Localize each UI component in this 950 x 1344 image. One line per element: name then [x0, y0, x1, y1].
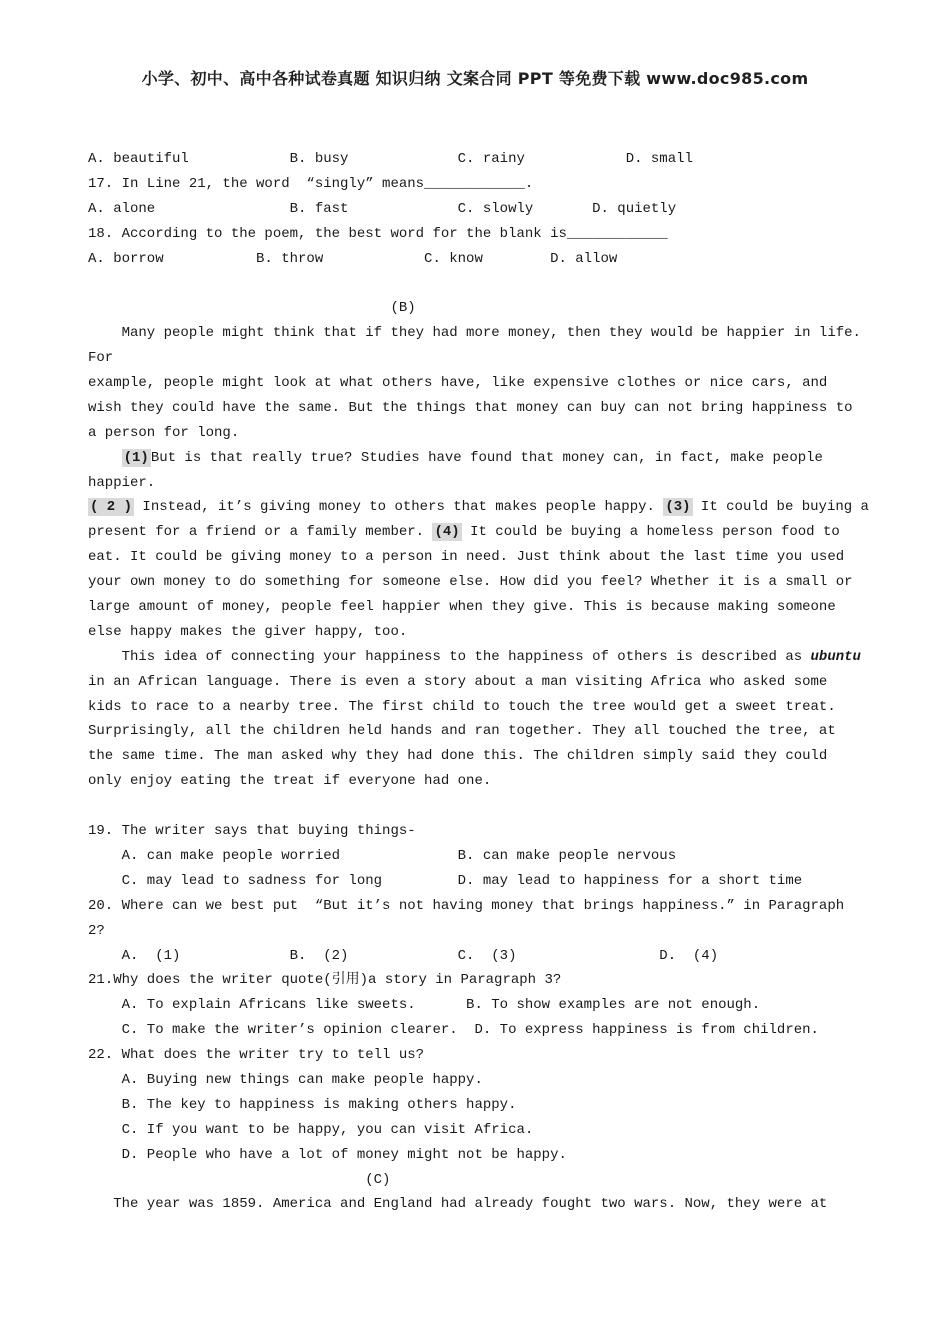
question-20 — [88, 894, 918, 919]
text-run: A. Buying new things can make people happy. — [88, 1071, 483, 1088]
passage-b-line — [88, 396, 918, 421]
site-watermark-header: 小学、初中、高中各种试卷真题 知识归纳 文案合同 PPT 等免费下载 www.doc985.com — [141, 69, 809, 88]
question-20 — [88, 919, 918, 944]
section-label-b — [88, 296, 918, 321]
text-run: 18. According to the poem, the best word for the blank is____________ — [88, 225, 668, 242]
text-run: A. alone B. fast C. slowly D. quietly — [88, 200, 677, 217]
question-21-options — [88, 993, 918, 1018]
question-22-option — [88, 1093, 918, 1118]
position-marker: (3) — [665, 499, 691, 516]
passage-b-line — [88, 769, 918, 794]
text-run: But is that really true? Studies have found that money can, in fact, make people — [150, 449, 823, 466]
text-run: 20. Where can we best put “But it’s not having money that brings happiness.” in Paragraph — [88, 897, 845, 914]
text-run: A. beautiful B. busy C. rainy D. small — [88, 151, 693, 167]
passage-b-line — [88, 471, 918, 496]
text-run: A. To explain Africans like sweets. B. To show examples are not enough. — [88, 997, 761, 1014]
text-run: happier. — [88, 474, 156, 491]
text-run: A. borrow B. throw C. know D. allow — [88, 250, 618, 267]
passage-b-line — [88, 670, 918, 695]
question-21 — [88, 968, 918, 993]
passage-c-line — [88, 1192, 918, 1217]
text-run: A. (1) B. (2) C. (3) D. (4) — [88, 947, 719, 964]
passage-b-line — [88, 321, 918, 346]
text-run: 17. In Line 21, the word “singly” means____________. — [88, 175, 534, 192]
text-run: else happy makes the giver happy, too. — [88, 623, 408, 640]
text-run: Many people might think that if they had more money, then they would be happier in life. — [88, 325, 861, 342]
blank-line — [88, 271, 918, 296]
position-marker: ( 2 ) — [90, 499, 133, 516]
passage-b-line — [88, 371, 918, 396]
question-21-options — [88, 1018, 918, 1043]
position-marker: (4) — [434, 524, 460, 541]
text-run: eat. It could be giving money to a person in need. Just think about the last time you used — [88, 549, 845, 566]
question-18 — [88, 222, 918, 247]
text-run — [88, 450, 122, 466]
emphasized-term: ubuntu — [810, 648, 861, 665]
question-22-option — [88, 1143, 918, 1168]
text-run: It could be buying a — [692, 499, 869, 516]
passage-b-line — [88, 520, 918, 545]
text-run: A. can make people worried B. can make people nervous — [88, 847, 677, 864]
text-run: For — [88, 350, 114, 367]
text-run: wish they could have the same. But the things that money can buy can not bring happiness to — [88, 399, 853, 416]
text-run: This idea of connecting your happiness to the happiness of others is described as — [88, 648, 811, 665]
text-run: D. People who have a lot of money might not be happy. — [88, 1146, 567, 1163]
passage-b-line — [88, 645, 918, 670]
text-run: only enjoy eating the treat if everyone had one. — [88, 773, 492, 790]
question-22 — [88, 1043, 918, 1068]
passage-b-line — [88, 595, 918, 620]
text-run: Instead, it’s giving money to others that makes people happy. — [134, 499, 664, 516]
passage-b-line — [88, 446, 918, 471]
text-run: the same time. The man asked why they had done this. The children simply said they could — [88, 748, 828, 765]
text-run: It could be buying a homeless person food to — [461, 524, 840, 541]
passage-b-line — [88, 719, 918, 744]
text-run: present for a friend or a family member. — [88, 524, 433, 541]
blank-line — [88, 794, 918, 819]
text-run: a person for long. — [88, 424, 240, 441]
question-22-option — [88, 1068, 918, 1093]
passage-b-line — [88, 744, 918, 769]
text-run: kids to race to a nearby tree. The first child to touch the tree would get a sweet treat. — [88, 698, 836, 715]
passage-b-line — [88, 695, 918, 720]
text-run: (B) — [88, 300, 416, 317]
text-run: C. If you want to be happy, you can visit Africa. — [88, 1121, 534, 1138]
text-run: Surprisingly, all the children held hands and ran together. They all touched the tree, at — [88, 723, 836, 740]
question-18-options — [88, 247, 918, 272]
passage-b-line — [88, 620, 918, 645]
text-run: 2? — [88, 922, 105, 939]
text-run: 19. The writer says that buying things- — [88, 823, 416, 840]
passage-b-line — [88, 346, 918, 371]
passage-b-line — [88, 421, 918, 446]
text-run: (C) — [88, 1171, 391, 1188]
text-run: B. The key to happiness is making others happy. — [88, 1096, 517, 1113]
text-run: in an African language. There is even a story about a man visiting Africa who asked some — [88, 673, 828, 690]
question-19 — [88, 819, 918, 844]
passage-b-line — [88, 495, 918, 520]
question-22-option — [88, 1118, 918, 1143]
text-run: large amount of money, people feel happier when they give. This is because making someone — [88, 599, 836, 616]
question-19-options — [88, 844, 918, 869]
text-run: your own money to do something for someone else. How did you feel? Whether it is a small or — [88, 574, 853, 591]
passage-b-line — [88, 545, 918, 570]
document-body — [88, 147, 918, 1217]
text-run: 22. What does the writer try to tell us? — [88, 1047, 425, 1064]
text-run: 21.Why does the writer quote(引用)a story in Paragraph 3? — [88, 972, 562, 989]
text-run: C. may lead to sadness for long D. may lead to happiness for a short time — [88, 872, 803, 889]
passage-b-line — [88, 570, 918, 595]
question-17 — [88, 172, 918, 197]
question-16-options — [88, 147, 918, 172]
question-17-options — [88, 197, 918, 222]
section-label-c — [88, 1168, 918, 1193]
position-marker: (1) — [123, 449, 149, 466]
text-run: The year was 1859. America and England had already fought two wars. Now, they were at — [88, 1196, 828, 1213]
text-run: C. To make the writer’s opinion clearer. D. To express happiness is from children. — [88, 1022, 819, 1039]
question-20-options — [88, 944, 918, 969]
question-19-options — [88, 869, 918, 894]
text-run: example, people might look at what others have, like expensive clothes or nice cars, and — [88, 375, 828, 392]
